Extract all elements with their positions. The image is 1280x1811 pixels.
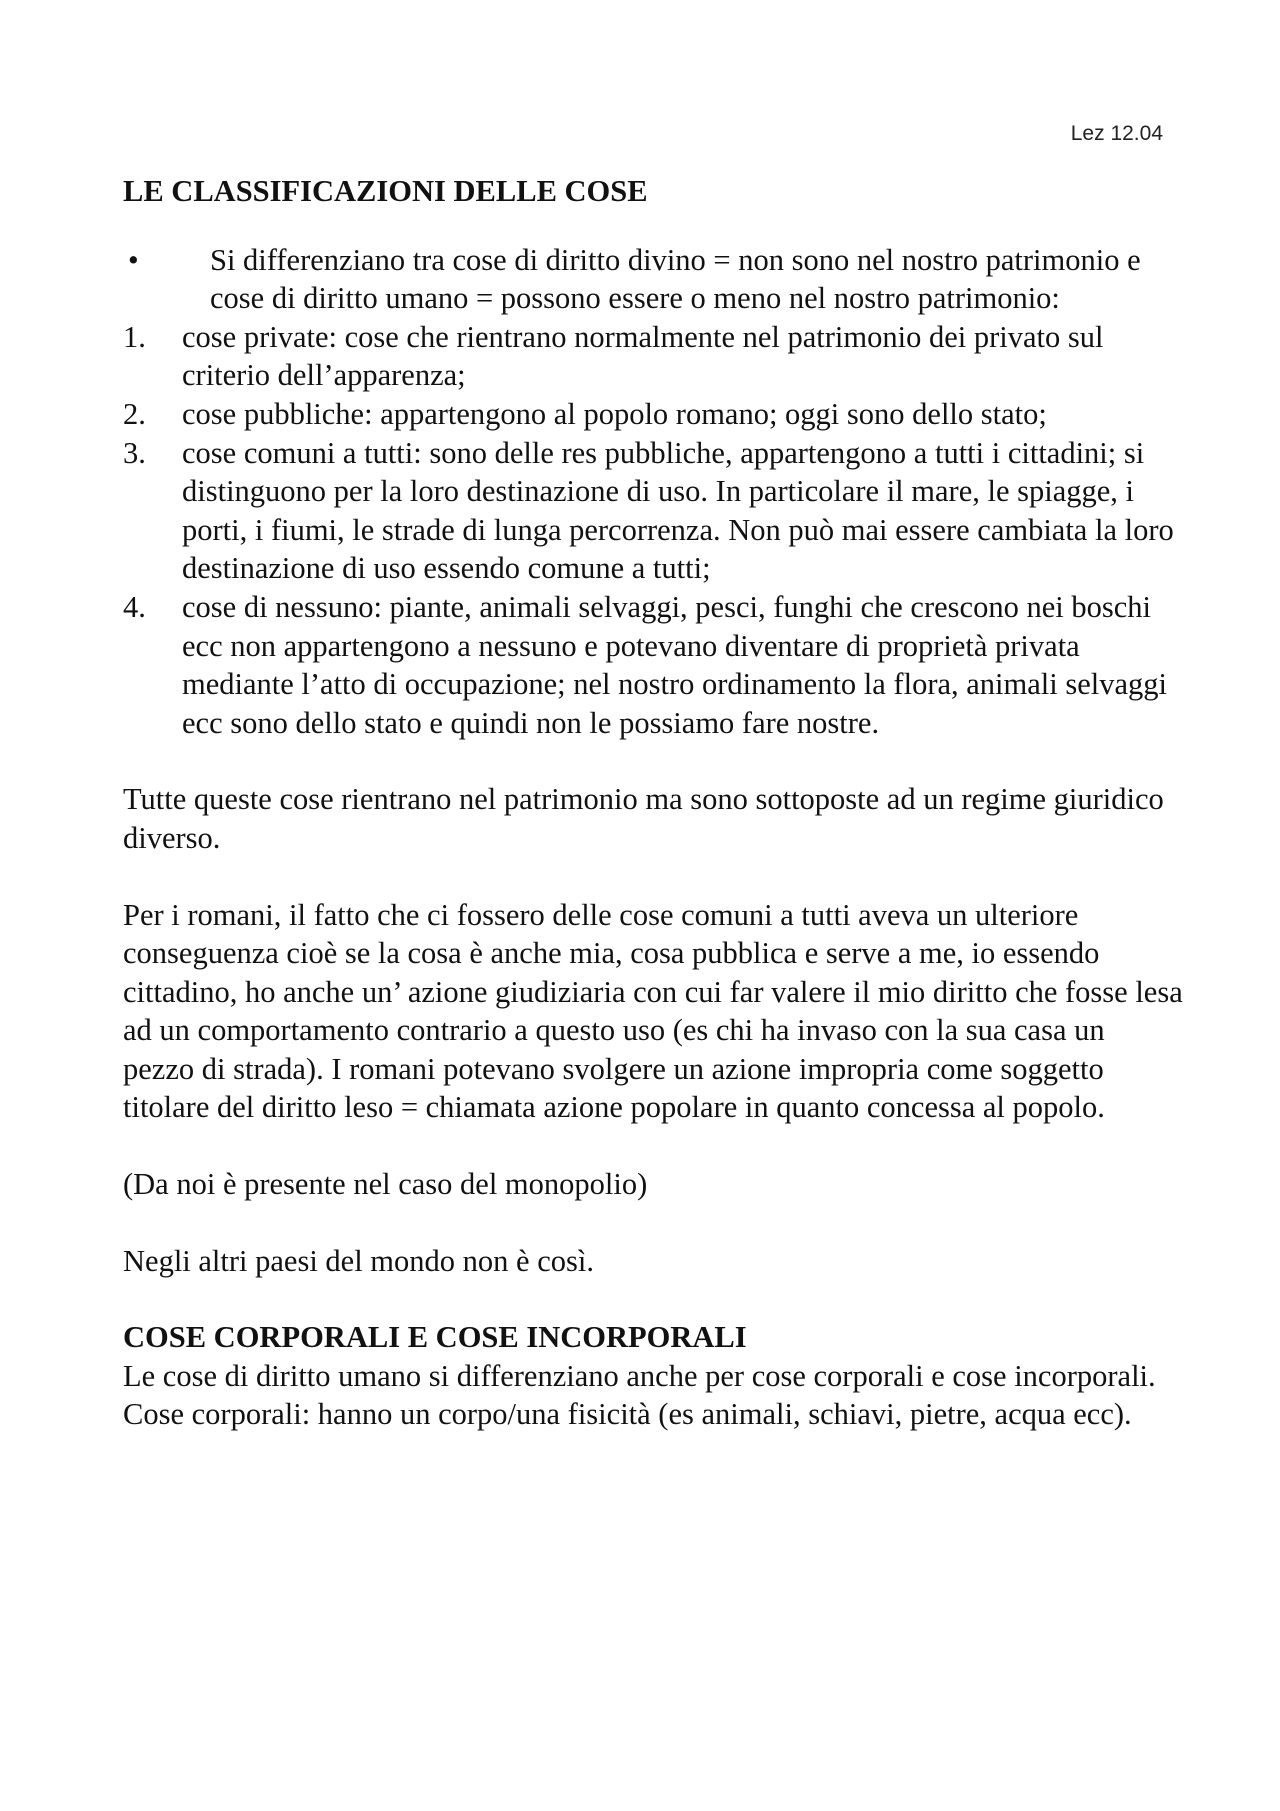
list-item-number: 1. [123,319,146,354]
bullet-item [123,241,1183,318]
section-title-classificazioni: LE CLASSIFICAZIONI DELLE COSE [123,174,648,208]
paragraph-regime: Tutte queste cose rientrano nel patrimonio ma sono sottoposte ad un regime giuridico diverso. [123,782,1164,855]
paragraph-romani: Per i romani, il fatto che ci fossero delle cose comuni a tutti aveva un ulteriore conseguenza cioè se la cosa è anche mia, cosa pubblica e serve a me, io essendo cittadino, ho anche un’ azione giudiziaria con cui far valere il mio diritto che fosse lesa ad un comportamento contrario a questo uso (es chi ha invaso con la sua casa un pezzo di strada). I romani potevano svolgere un azione impropria come soggetto titolare del diritto leso = chiamata azione popolare in quanto concessa al popolo. [123,897,1183,1125]
list-item-text: cose comuni a tutti: sono delle res pubbliche, appartengono a tutti i cittadini; si distinguono per la loro destinazione di uso. In particolare il mare, le spiagge, i porti, i fiumi, le strade di lunga percorrenza. Non può mai essere cambiata la loro destinazione di uso essendo comune a tutti; [182,435,1174,586]
list-item [123,434,1183,588]
list-item [123,395,1183,434]
bullet-text: Si differenziano tra cose di diritto divino = non sono nel nostro patrimonio e cose di diritto umano = possono essere o meno nel nostro patrimonio: [210,242,1141,316]
paragraph-monopolio: (Da noi è presente nel caso del monopolio) [123,1167,648,1202]
paragraph-diritto-umano: Le cose di diritto umano si differenziano anche per cose corporali e cose incorporali. [123,1358,1156,1393]
document-body [123,172,1183,1434]
section-title-corporali: COSE CORPORALI E COSE INCORPORALI [123,1320,747,1355]
paragraph-cose-corporali: Cose corporali: hanno un corpo/una fisicità (es animali, schiavi, pietre, acqua ecc). [123,1397,1132,1432]
list-item-text: cose private: cose che rientrano normalmente nel patrimonio dei privato sul criterio dell’apparenza; [182,319,1104,393]
list-item-text: cose di nessuno: piante, animali selvaggi, pesci, funghi che crescono nei boschi ecc non appartengono a nessuno e potevano diventare di proprietà privata mediante l’atto di occupazione; nel nostro ordinamento la flora, animali selvaggi ecc sono dello stato e quindi non le possiamo fare nostre. [182,589,1167,740]
list-item-text: cose pubbliche: appartengono al popolo romano; oggi sono dello stato; [182,396,1047,431]
lecture-date: Lez 12.04 [1070,122,1163,145]
list-item [123,588,1183,742]
list-item-number: 4. [123,589,146,624]
numbered-list [123,318,1183,743]
list-item-number: 3. [123,435,146,470]
bullet-icon: • [128,242,139,277]
paragraph-altri-paesi: Negli altri paesi del mondo non è così. [123,1243,594,1278]
list-item-number: 2. [123,396,146,431]
list-item [123,318,1183,395]
